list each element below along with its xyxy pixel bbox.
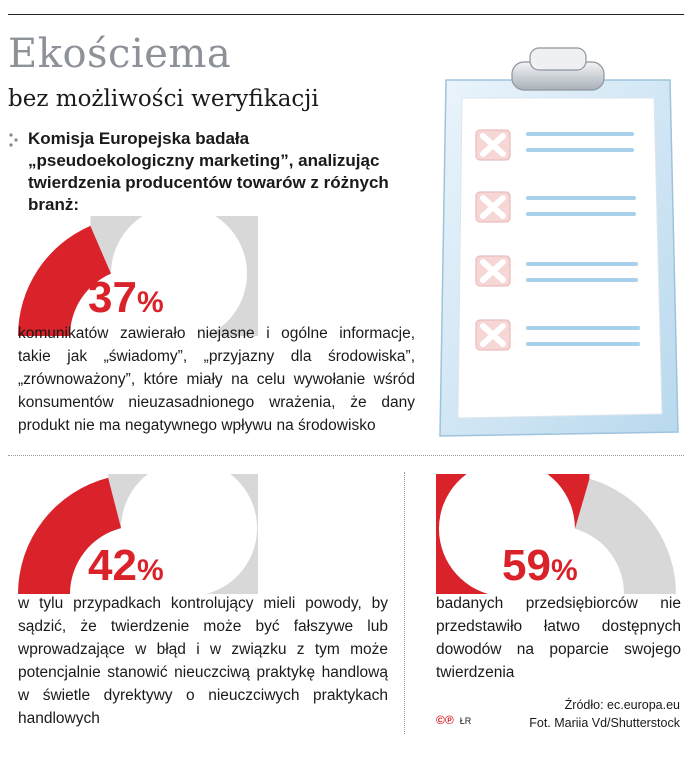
stat-value-59: 59%: [502, 541, 578, 590]
bullet-dots-icon: [8, 132, 20, 148]
stat-text-37: komunikatów zawierało niejasne i ogólne informacje, takie jak „świadomy”, „przyjazny dla środowiska”, „zrównoważony”, które miały na celu wywołanie wśród konsumentów nieuzasadnionego wrażenia, że dany produkt nie ma negatywnego wpływu na środowisko: [18, 325, 415, 434]
clipboard-illustration: [432, 42, 684, 442]
horizontal-divider: [8, 455, 684, 456]
photo-credit: Fot. Mariia Vd/Shutterstock: [529, 716, 680, 730]
gauge-track: [575, 479, 676, 594]
source-line: Źródło: ec.europa.eu: [564, 698, 680, 712]
stat-value-37: 37%: [88, 273, 164, 322]
source-credit: [529, 696, 680, 732]
top-rule: [8, 14, 684, 15]
stat-value-42: 42%: [88, 541, 164, 590]
copyright-icon: ©℗: [436, 713, 454, 727]
page-title: Ekościema: [8, 31, 232, 77]
lead-text: Komisja Europejska badała „pseudoekologiczny marketing”, analizując twierdzenia producentów towarów z różnych branż:: [28, 129, 389, 214]
author-initials: ŁR: [459, 716, 472, 726]
copyright-logo: [436, 713, 471, 727]
vertical-divider: [404, 472, 405, 734]
page-subtitle: bez możliwości weryfikacji: [8, 86, 319, 112]
stat-text-59: badanych przedsiębiorców nie przedstawiło łatwo dostępnych dowodów na poparcie swojego twierdzenia: [436, 595, 681, 681]
stat-text-42: w tylu przypadkach kontrolujący mieli powody, by sądzić, że twierdzenie może być fałszywe lub wprowadzające w błąd i w związku z tym może potencjalnie stanowić nieuczciwą praktykę handlową w świetle dyrektywy o nieuczciwych praktykach handlowych: [18, 595, 388, 727]
